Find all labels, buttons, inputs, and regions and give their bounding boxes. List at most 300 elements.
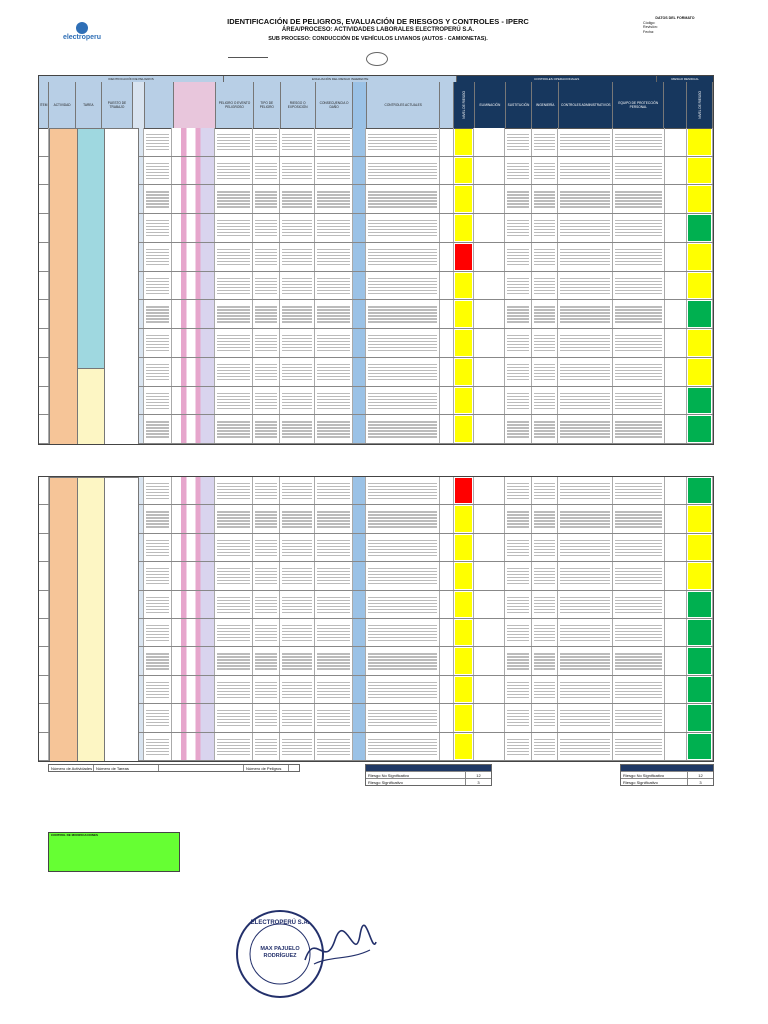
cell-text-lines	[615, 249, 661, 250]
table-cell	[454, 704, 475, 731]
cell-text-lines	[282, 191, 312, 192]
inherent-risk-level	[455, 273, 473, 299]
table-cell	[172, 272, 215, 300]
table-cell	[613, 272, 664, 300]
table-cell	[315, 733, 353, 760]
cell-text-lines	[282, 540, 312, 541]
table-row	[39, 243, 713, 272]
table-cell	[366, 591, 440, 618]
table-cell	[315, 358, 353, 386]
table-cell	[39, 477, 49, 504]
cell-text-lines	[317, 134, 350, 135]
cell-text-lines	[534, 134, 556, 135]
cell-text-lines	[507, 134, 529, 135]
table-cell	[315, 505, 353, 532]
table-cell	[215, 214, 253, 242]
table-cell	[172, 477, 215, 504]
table-cell	[440, 534, 453, 561]
cell-text-lines	[282, 682, 312, 683]
table-cell	[280, 704, 315, 731]
table-cell	[440, 358, 453, 386]
table-cell	[353, 329, 366, 357]
table-cell	[665, 562, 688, 589]
table-cell	[39, 647, 49, 674]
col-task: TAREA	[76, 82, 102, 128]
table-cell	[353, 358, 366, 386]
table-cell	[474, 647, 504, 674]
table-cell	[532, 676, 559, 703]
cell-text-lines	[507, 191, 529, 192]
cell-text-lines	[534, 682, 556, 683]
table-cell	[366, 534, 440, 561]
table-cell	[532, 415, 559, 443]
cell-text-lines	[560, 682, 610, 683]
cell-text-lines	[255, 220, 277, 221]
residual-risk-level	[688, 734, 711, 759]
cell-text-lines	[146, 511, 170, 512]
table-cell	[253, 591, 280, 618]
cell-text-lines	[255, 568, 277, 569]
table-cell	[215, 185, 253, 213]
cell-text-lines	[146, 249, 170, 250]
table-cell	[665, 591, 688, 618]
table-cell	[613, 415, 664, 443]
cell-text-lines	[615, 511, 661, 512]
cell-text-lines	[368, 134, 437, 135]
table-cell	[39, 157, 49, 185]
table-cell	[39, 704, 49, 731]
table-cell	[144, 329, 173, 357]
summary-inherent-value-1: 12	[476, 772, 481, 778]
format-box-title: DATOS DEL FORMATO	[655, 16, 695, 20]
col-residual-level: NIVEL DE RIESGO	[687, 82, 713, 128]
cell-text-lines	[255, 540, 277, 541]
inherent-risk-level	[455, 734, 473, 759]
table-cell	[454, 591, 475, 618]
table-cell	[280, 647, 315, 674]
cell-text-lines	[560, 364, 610, 365]
logo-mark-icon	[76, 22, 88, 34]
table-cell	[366, 214, 440, 242]
table-cell	[440, 128, 453, 156]
table-cell	[558, 704, 613, 731]
table-cell	[315, 157, 353, 185]
table-cell	[366, 505, 440, 532]
table-cell	[39, 619, 49, 646]
table-cell	[665, 185, 688, 213]
cell-text-lines	[282, 306, 312, 307]
cell-text-lines	[368, 682, 437, 683]
table-cell	[440, 505, 453, 532]
table-cell	[687, 415, 713, 443]
table-cell	[172, 387, 215, 415]
table-cell	[172, 358, 215, 386]
table-cell	[215, 647, 253, 674]
residual-risk-level	[688, 301, 711, 327]
cell-text-lines	[255, 653, 277, 654]
table-cell	[280, 505, 315, 532]
cell-text-lines	[368, 739, 437, 740]
table-cell	[687, 157, 713, 185]
cell-text-lines	[560, 710, 610, 711]
table-cell	[315, 676, 353, 703]
cell-text-lines	[507, 739, 529, 740]
inherent-risk-level	[455, 244, 473, 270]
footer-counts	[48, 764, 300, 772]
table-cell	[440, 300, 453, 328]
cell-text-lines	[368, 335, 437, 336]
cell-text-lines	[217, 625, 250, 626]
summary-inherent-label-1: Riesgo No Significativo	[366, 772, 466, 778]
format-date-label: Fecha:	[643, 29, 654, 34]
cell-text-lines	[615, 597, 661, 598]
table-cell	[39, 676, 49, 703]
table-cell	[172, 704, 215, 731]
cell-text-lines	[217, 511, 250, 512]
cell-text-lines	[534, 511, 556, 512]
table-cell	[613, 505, 664, 532]
table-cell	[253, 704, 280, 731]
table-cell	[253, 647, 280, 674]
table-cell	[474, 477, 504, 504]
table-cell	[315, 329, 353, 357]
table-cell	[558, 157, 613, 185]
residual-risk-level	[688, 359, 711, 385]
table-cell	[687, 243, 713, 271]
table-cell	[505, 647, 532, 674]
table-cell	[613, 300, 664, 328]
table-cell	[353, 591, 366, 618]
cell-text-lines	[217, 335, 250, 336]
table-cell	[144, 358, 173, 386]
col-engineering: INGENIERÍA	[532, 82, 559, 128]
table-cell	[474, 733, 504, 760]
residual-risk-level	[688, 563, 711, 588]
summary-inherent	[365, 764, 492, 786]
summary-residual-label-2: Riesgo Significativo	[621, 779, 688, 785]
table-cell	[665, 387, 688, 415]
residual-risk-level	[688, 330, 711, 356]
table-cell	[474, 562, 504, 589]
table-row	[39, 505, 713, 533]
table-cell	[687, 505, 713, 532]
cell-text-lines	[560, 568, 610, 569]
table-cell	[613, 562, 664, 589]
table-cell	[144, 704, 173, 731]
table-cell	[39, 505, 49, 532]
cell-text-lines	[368, 306, 437, 307]
table-cell	[474, 329, 504, 357]
table-cell	[353, 185, 366, 213]
table-cell	[315, 128, 353, 156]
band-identification: IDENTIFICACIÓN DE PELIGROS	[39, 76, 224, 82]
stamp-company-text: ELECTROPERÚ S.A.	[250, 920, 310, 926]
table-cell	[558, 477, 613, 504]
table-cell	[665, 733, 688, 760]
table-cell	[215, 619, 253, 646]
cell-text-lines	[534, 483, 556, 484]
cell-text-lines	[217, 191, 250, 192]
cell-text-lines	[146, 163, 170, 164]
table-cell	[558, 505, 613, 532]
cell-text-lines	[146, 191, 170, 192]
cell-text-lines	[146, 710, 170, 711]
table-cell	[558, 329, 613, 357]
cell-text-lines	[615, 483, 661, 484]
cell-text-lines	[507, 710, 529, 711]
table-cell	[144, 387, 173, 415]
table-cell	[454, 300, 475, 328]
table-cell	[505, 619, 532, 646]
table-cell	[532, 185, 559, 213]
table-cell	[253, 157, 280, 185]
table-cell	[144, 157, 173, 185]
table-cell	[665, 243, 688, 271]
cell-text-lines	[534, 597, 556, 598]
cell-text-lines	[217, 682, 250, 683]
table-cell	[215, 591, 253, 618]
table-cell	[665, 358, 688, 386]
cell-text-lines	[615, 393, 661, 394]
cell-text-lines	[255, 393, 277, 394]
cell-text-lines	[534, 191, 556, 192]
table-cell	[215, 676, 253, 703]
table-cell	[532, 505, 559, 532]
col-risk: RIESGO O EXPOSICIÓN	[281, 82, 316, 128]
table-cell	[172, 505, 215, 532]
cell-text-lines	[317, 278, 350, 279]
inherent-risk-level	[455, 158, 473, 184]
cell-text-lines	[217, 710, 250, 711]
cell-text-lines	[146, 393, 170, 394]
cell-text-lines	[560, 249, 610, 250]
table-cell	[505, 676, 532, 703]
cell-text-lines	[217, 568, 250, 569]
cell-text-lines	[560, 739, 610, 740]
cell-text-lines	[282, 134, 312, 135]
inherent-risk-level	[455, 215, 473, 241]
cell-text-lines	[317, 540, 350, 541]
table-cell	[454, 128, 475, 156]
table-cell	[353, 704, 366, 731]
cell-text-lines	[560, 306, 610, 307]
cell-text-lines	[615, 653, 661, 654]
table-cell	[665, 505, 688, 532]
table-cell	[253, 534, 280, 561]
cell-text-lines	[615, 191, 661, 192]
table-cell	[215, 733, 253, 760]
table-cell	[280, 591, 315, 618]
cell-text-lines	[146, 421, 170, 422]
table-cell	[454, 562, 475, 589]
table-cell	[440, 704, 453, 731]
table-cell	[172, 676, 215, 703]
cell-text-lines	[368, 249, 437, 250]
table-cell	[215, 300, 253, 328]
table-cell	[366, 676, 440, 703]
cell-text-lines	[317, 483, 350, 484]
table-cell	[172, 128, 215, 156]
task-block-b	[77, 368, 106, 445]
table-cell	[144, 591, 173, 618]
table-cell	[366, 185, 440, 213]
cell-text-lines	[317, 191, 350, 192]
table-cell	[280, 157, 315, 185]
cell-text-lines	[534, 393, 556, 394]
inherent-risk-level	[455, 705, 473, 730]
table-cell	[454, 505, 475, 532]
cell-text-lines	[282, 220, 312, 221]
table-cell	[532, 128, 559, 156]
table-row	[39, 329, 713, 358]
table-cell	[665, 534, 688, 561]
band-residual: RIESGO RESIDUAL	[657, 76, 713, 82]
job-block	[104, 128, 139, 445]
table-row	[39, 619, 713, 647]
table-cell	[353, 676, 366, 703]
cell-text-lines	[534, 653, 556, 654]
table-cell	[665, 128, 688, 156]
inherent-risk-level	[455, 301, 473, 327]
table-row	[39, 185, 713, 214]
cell-text-lines	[217, 393, 250, 394]
table-cell	[613, 128, 664, 156]
cell-text-lines	[255, 278, 277, 279]
table-cell	[532, 534, 559, 561]
cell-text-lines	[255, 191, 277, 192]
cell-text-lines	[615, 421, 661, 422]
table-row	[39, 387, 713, 416]
cell-text-lines	[507, 335, 529, 336]
table-cell	[440, 329, 453, 357]
table-cell	[353, 157, 366, 185]
table-cell	[253, 214, 280, 242]
table-cell	[505, 415, 532, 443]
table-cell	[687, 185, 713, 213]
logo-wordmark: electroperu	[62, 34, 102, 41]
table-cell	[558, 243, 613, 271]
cell-text-lines	[507, 421, 529, 422]
table-cell	[687, 534, 713, 561]
table-cell	[39, 534, 49, 561]
cell-text-lines	[146, 483, 170, 484]
table-cell	[315, 243, 353, 271]
table-cell	[687, 387, 713, 415]
inherent-risk-level	[455, 506, 473, 531]
table-cell	[558, 733, 613, 760]
cell-text-lines	[255, 134, 277, 135]
table-cell	[215, 704, 253, 731]
table-cell	[144, 733, 173, 760]
table-cell	[280, 619, 315, 646]
cell-text-lines	[615, 220, 661, 221]
residual-risk-level	[688, 506, 711, 531]
cell-text-lines	[615, 625, 661, 626]
cell-text-lines	[507, 393, 529, 394]
cell-text-lines	[317, 364, 350, 365]
table-row	[39, 676, 713, 704]
cell-text-lines	[146, 568, 170, 569]
table-cell	[532, 647, 559, 674]
table-cell	[474, 676, 504, 703]
table-cell	[39, 214, 49, 242]
table-cell	[366, 387, 440, 415]
table-cell	[474, 534, 504, 561]
cell-text-lines	[368, 393, 437, 394]
task-block-c	[77, 477, 106, 762]
stamp-small-icon	[366, 52, 388, 66]
cell-text-lines	[615, 540, 661, 541]
cell-text-lines	[560, 625, 610, 626]
table-row	[39, 272, 713, 301]
table-cell	[39, 733, 49, 760]
inherent-risk-level	[455, 535, 473, 560]
cell-text-lines	[368, 597, 437, 598]
table-cell	[253, 477, 280, 504]
table-cell	[253, 128, 280, 156]
inherent-risk-level	[455, 330, 473, 356]
table-cell	[253, 619, 280, 646]
table-cell	[505, 157, 532, 185]
table-cell	[505, 300, 532, 328]
cell-text-lines	[255, 421, 277, 422]
table-cell	[280, 243, 315, 271]
table-cell	[253, 676, 280, 703]
table-cell	[505, 243, 532, 271]
table-cell	[215, 415, 253, 443]
table-cell	[558, 676, 613, 703]
cell-text-lines	[507, 511, 529, 512]
table-cell	[558, 619, 613, 646]
cell-text-lines	[507, 625, 529, 626]
table-cell	[532, 243, 559, 271]
table-cell	[532, 300, 559, 328]
col-hazard-type: TIPO DE PELIGRO	[254, 82, 281, 128]
cell-text-lines	[146, 682, 170, 683]
cell-text-lines	[282, 625, 312, 626]
cell-text-lines	[317, 739, 350, 740]
cell-text-lines	[507, 163, 529, 164]
cell-text-lines	[217, 364, 250, 365]
table-row	[39, 704, 713, 732]
table-cell	[253, 387, 280, 415]
sheet1-body	[39, 128, 713, 444]
table-cell	[532, 358, 559, 386]
table-cell	[532, 733, 559, 760]
table-cell	[440, 562, 453, 589]
table-cell	[39, 128, 49, 156]
cell-text-lines	[282, 568, 312, 569]
table-cell	[454, 733, 475, 760]
cell-text-lines	[282, 739, 312, 740]
table-cell	[144, 185, 173, 213]
table-row	[39, 591, 713, 619]
table-cell	[253, 415, 280, 443]
table-cell	[613, 704, 664, 731]
table-cell	[280, 185, 315, 213]
table-cell	[353, 562, 366, 589]
cell-text-lines	[317, 597, 350, 598]
cell-text-lines	[217, 278, 250, 279]
table-cell	[280, 128, 315, 156]
summary-residual-label-1: Riesgo No Significativo	[621, 772, 688, 778]
table-cell	[687, 591, 713, 618]
cell-text-lines	[615, 163, 661, 164]
table-cell	[280, 562, 315, 589]
cell-text-lines	[317, 220, 350, 221]
table-cell	[215, 387, 253, 415]
table-cell	[39, 243, 49, 271]
